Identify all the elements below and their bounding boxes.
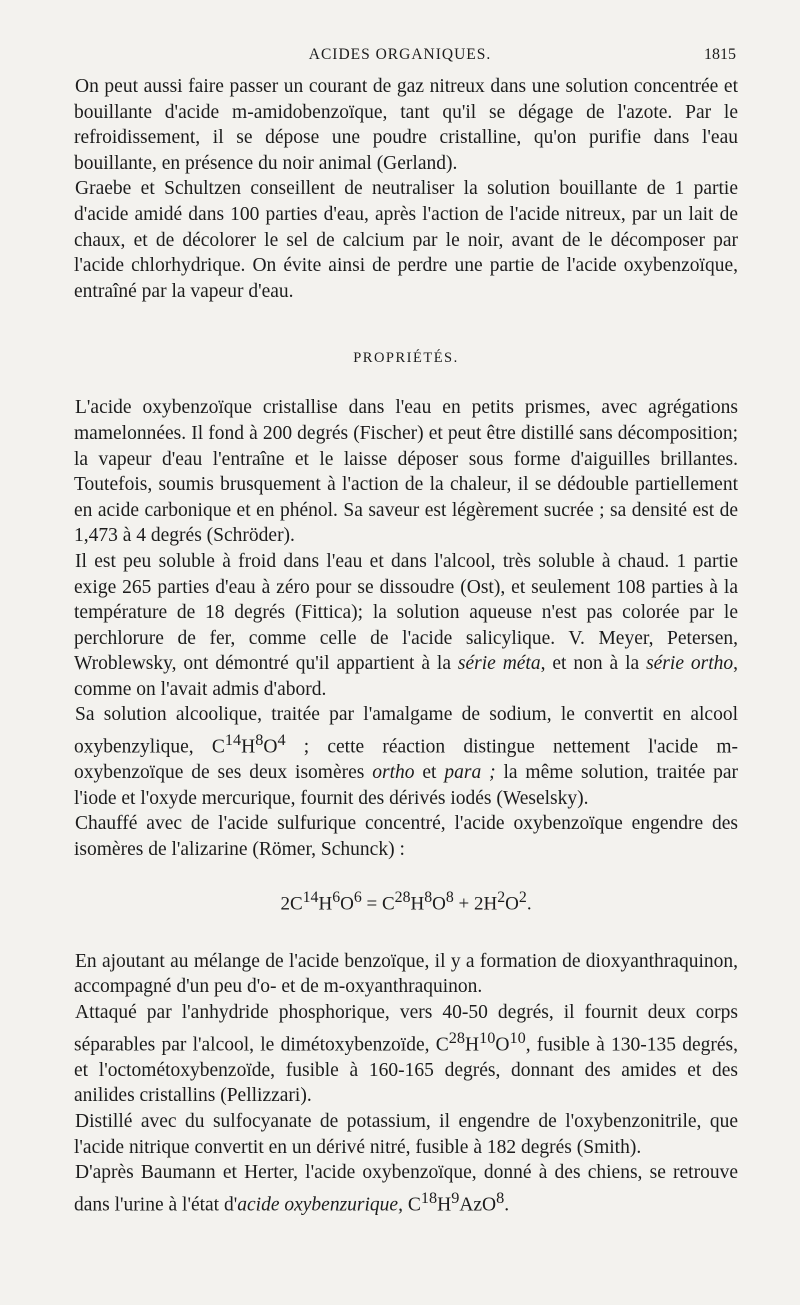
formula-element: H [241, 736, 256, 758]
paragraph-amalgame [74, 702, 738, 811]
eq-sub: 2 [497, 888, 506, 906]
eq-part: = C [361, 892, 395, 914]
paragraph-graebe-schultzen: Graebe et Schultzen conseillent de neutraliser la solution bouillante de 1 partie d'acide amidé dans 100 parties d'eau, après l'action de l'acide nitreux, par un lait de chaux, et de décolorer le sel de calcium par le noir, avant de le décomposer par l'acide chlorhydrique. On évite ainsi de perdre une partie de l'acide oxybenzoïque, entraîné par la vapeur d'eau. [74, 178, 738, 302]
eq-part: 2C [280, 892, 303, 914]
formula-element: C [407, 1194, 421, 1216]
formula-sub: 8 [496, 1188, 505, 1207]
eq-sub: 6 [332, 888, 341, 906]
anhydride-end: , fusible à 130-135 degrés, et l'octométoxybenzoïde, fusible à 160-165 degrés, donnant des amides et des anilides cristallins (Pellizzari). [74, 1034, 738, 1107]
body-text [74, 74, 738, 1218]
solubilite-end: , comme on l'avait admis d'abord. [74, 653, 739, 700]
paragraph-baumann-herter [74, 1160, 738, 1218]
eq-sub: 8 [445, 888, 454, 906]
formula-sub: 28 [448, 1028, 465, 1047]
formula-element: O [263, 736, 278, 758]
amalgame-end: la même solution, traitée par l'iode et l'oxyde mercurique, fournit des dérivés iodés (Weselsky). [74, 762, 739, 809]
running-head [0, 46, 800, 70]
baumann-start: D'après Baumann et Herter, l'acide oxybenzoïque, donné à des chiens, se retrouve dans l'urine à l'état d' [74, 1162, 738, 1216]
section-title: PROPRIÉTÉS. [353, 350, 459, 367]
formula-element: H [437, 1194, 452, 1216]
paragraph-solubilite [74, 549, 738, 703]
serie-ortho: série ortho [646, 653, 734, 675]
paragraph-cristallisation: L'acide oxybenzoïque cristallise dans l'eau en petits prismes, avec agrégations mamelonnées. Il fond à 200 degrés (Fischer) et peut être distillé sans décomposition; la vapeur d'eau l'entraîne et le laisse déposer sous forme d'aiguilles brillantes. Toutefois, soumis brusquement à l'action de la chaleur, il se dédouble partiellement en acide carbonique et en phénol. Sa saveur est légèrement sucrée ; sa densité est de 1,473 à 4 degrés (Schröder). [74, 397, 738, 547]
formula-sub: 9 [451, 1188, 460, 1207]
paragraph-sulfocyanate: Distillé avec du sulfocyanate de potassium, il engendre de l'oxybenzonitrile, que l'acide nitrique convertit en un dérivé nitré, fusible à 182 degrés (Smith). [74, 1110, 738, 1158]
eq-part: H [410, 892, 425, 914]
formula-end: . [504, 1194, 510, 1216]
eq-sub: 14 [302, 888, 319, 906]
acide-oxybenzurique: acide oxybenzurique, [237, 1194, 403, 1216]
formula-sub: 8 [255, 731, 264, 750]
paragraph-gaz-nitreux: On peut aussi faire passer un courant de gaz nitreux dans une solution concentrée et bouillante d'acide m-amidobenzoïque, tant qu'il se dégage de l'azote. Par le refroidissement, il se dépose une poudre cristalline, qu'on purifie dans l'eau bouillante, en présence du noir animal (Gerland). [74, 76, 738, 174]
eq-part: O [432, 892, 446, 914]
serie-meta: série méta [457, 653, 541, 675]
eq-part: H [318, 892, 333, 914]
eq-sub: 6 [353, 888, 362, 906]
eq-sub: 28 [394, 888, 411, 906]
eq-part: . [526, 892, 532, 914]
running-title: ACIDES ORGANIQUES. [308, 46, 492, 63]
paragraph-anhydride [74, 1000, 738, 1109]
isomere-para: para ; [444, 762, 496, 784]
formula-element: AzO [459, 1194, 497, 1216]
isomere-ortho: ortho [372, 762, 415, 784]
eq-part: O [340, 892, 354, 914]
formula-sub: 10 [479, 1028, 496, 1047]
equation [74, 889, 738, 915]
paragraph-acide-sulfurique: Chauffé avec de l'acide sulfurique concentré, l'acide oxybenzoïque engendre des isomères de l'alizarine (Römer, Schunck) : [74, 813, 738, 860]
anhydride-start: Attaqué par l'anhydride phosphorique, vers 40-50 degrés, il fournit deux corps séparables par l'alcool, le dimétoxybenzoïde, C [74, 1002, 738, 1056]
solubilite-text: Il est peu soluble à froid dans l'eau et dans l'alcool, très soluble à chaud. 1 partie exige 265 parties d'eau à zéro pour se dissoudre (Ost), et seulement 108 parties à la température de 18 degrés (Fittica); la solution aqueuse n'est pas colorée par le perchlorure de fer, comme celle de l'acide salicylique. V. Meyer, Petersen, Wroblewsky, ont démontré qu'il appartient à la [74, 550, 738, 675]
eq-part: + 2H [453, 892, 498, 914]
amalgame-start: Sa solution alcoolique, traitée par l'amalgame de sodium, le convertit en alcool oxybenzylique, C [74, 704, 738, 758]
solubilite-mid: , et non à la [540, 653, 640, 675]
formula-sub: 4 [277, 731, 286, 750]
page-number: 1815 [704, 46, 736, 63]
formula-element: H [465, 1034, 480, 1056]
formula-sub: 14 [224, 731, 242, 750]
eq-sub: 8 [424, 888, 433, 906]
formula-sub: 10 [509, 1028, 526, 1047]
eq-sub: 2 [518, 888, 527, 906]
formula-sub: 18 [420, 1188, 438, 1207]
formula-element: O [495, 1034, 510, 1056]
paragraph-dioxyanthraquinon: En ajoutant au mélange de l'acide benzoïque, il y a formation de dioxyanthraquinon, accompagné d'un peu d'o- et de m-oxyanthraquinon. [74, 950, 738, 998]
amalgame-and: et [422, 762, 437, 784]
amalgame-mid: ; cette réaction distingue nettement l'acide m-oxybenzoïque de ses deux isomères [74, 736, 738, 784]
eq-part: O [505, 892, 519, 914]
